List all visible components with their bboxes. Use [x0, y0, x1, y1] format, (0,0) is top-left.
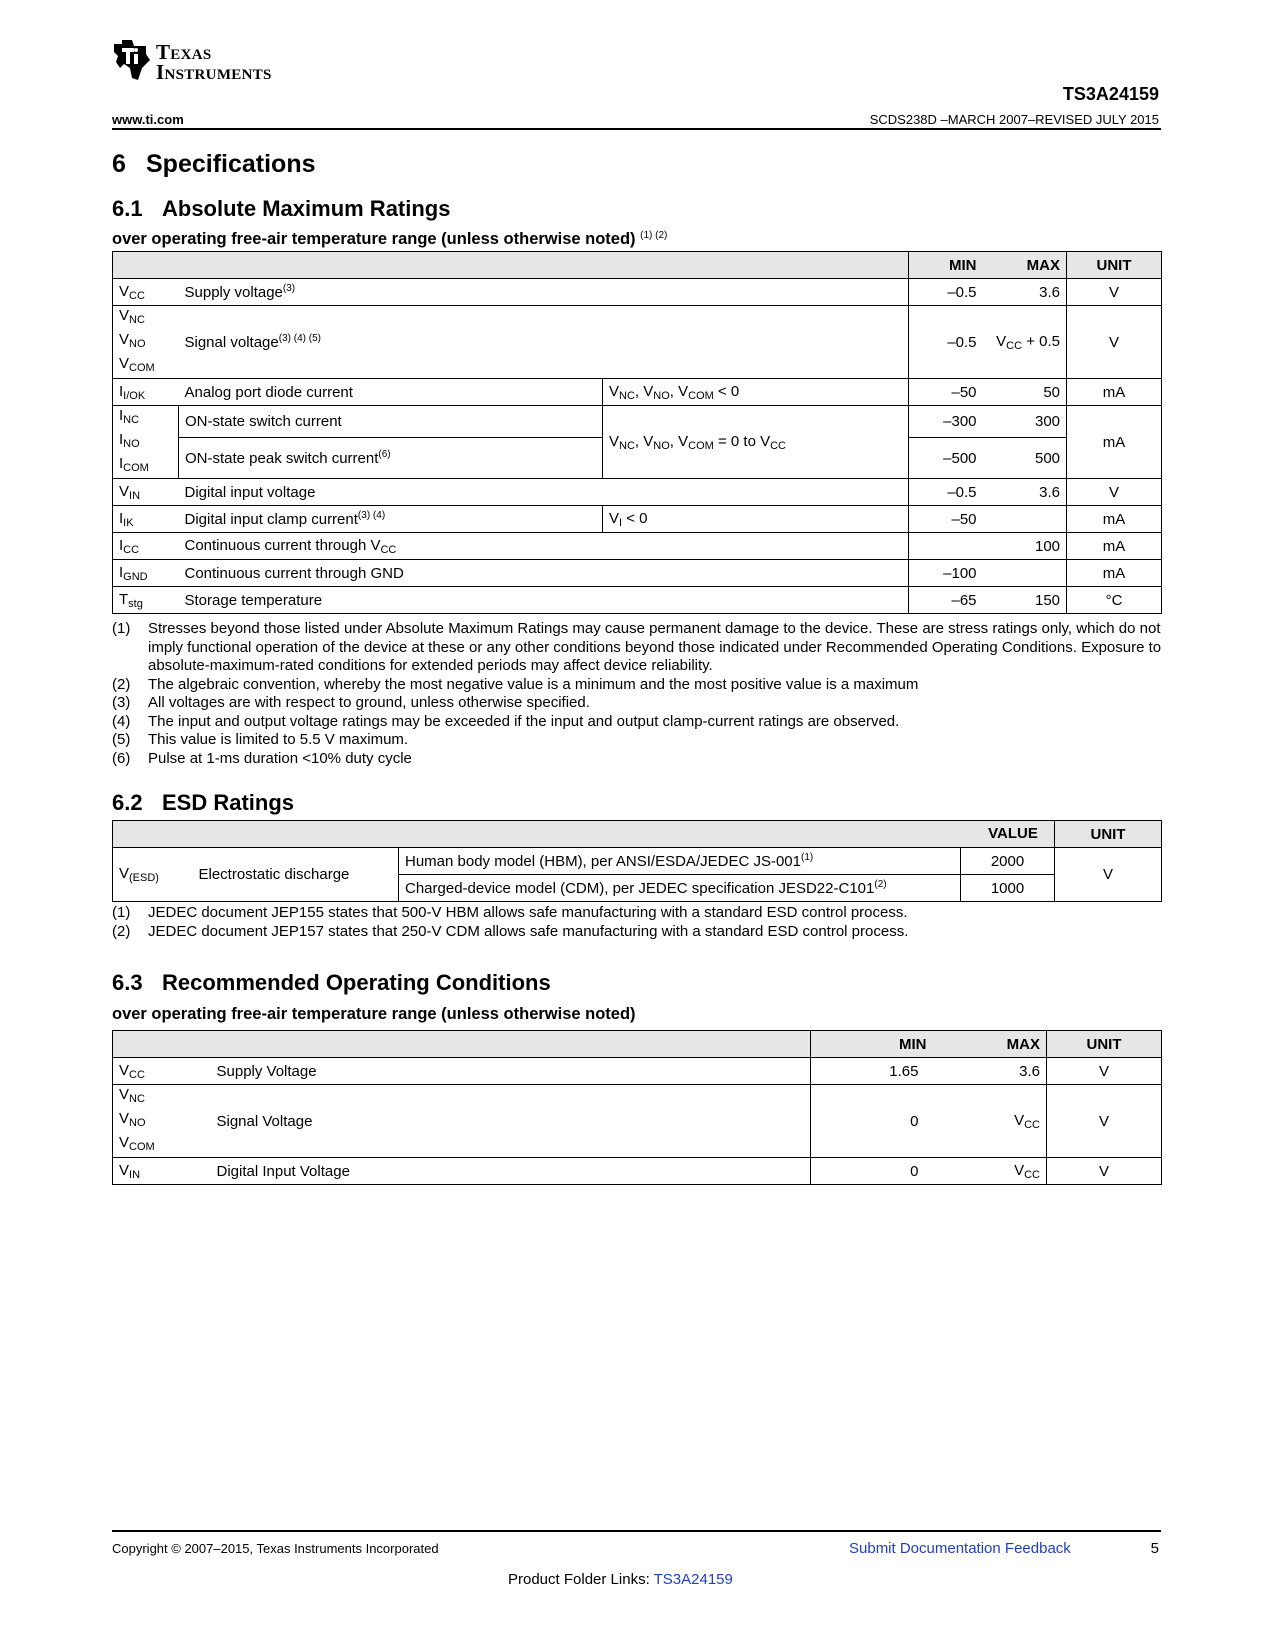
parameter: Storage temperature — [179, 587, 909, 614]
symbol: $V_{(ESD)}$ — [113, 848, 193, 902]
symbol: $V_{CC}$ — [113, 1058, 211, 1085]
min-value — [909, 533, 983, 560]
table-row — [113, 533, 1162, 560]
unit: V — [1055, 848, 1162, 902]
amr-header-max: MAX — [983, 252, 1067, 279]
page-number: 5 — [1150, 1540, 1159, 1557]
submit-feedback-link[interactable]: Submit Documentation Feedback — [849, 1540, 1071, 1557]
max-value: 50 — [983, 379, 1067, 406]
roc-title: Recommended Operating Conditions — [162, 970, 551, 995]
roc-number: 6.3 — [112, 970, 143, 995]
logo-line-1: Texas — [156, 40, 212, 64]
esd-model: Human body model (HBM), per ANSI/ESDA/JEDEC JS-001$^{(1)}$ — [399, 848, 961, 875]
section-heading — [112, 150, 316, 179]
esd-title: ESD Ratings — [162, 790, 295, 815]
parameter: Supply voltage$^{(3)}$ — [179, 279, 909, 306]
symbol: $V_{IN}$ — [113, 1158, 211, 1185]
esd-model: Charged-device model (CDM), per JEDEC specification JESD22-C101$^{(2)}$ — [399, 875, 961, 902]
parameter: ON-state switch current — [179, 406, 603, 438]
test-condition: $V_I < 0$ — [603, 506, 909, 533]
product-folder-label: Product Folder Links: — [508, 1571, 654, 1588]
esd-header-unit: UNIT — [1055, 821, 1162, 848]
copyright: Copyright © 2007–2015, Texas Instruments Incorporated — [112, 1541, 439, 1556]
esd-value: 2000 — [961, 848, 1055, 875]
table-row — [113, 379, 1162, 406]
table-row — [113, 848, 1162, 875]
max-value — [983, 560, 1067, 587]
roc-header-max: MAX — [933, 1031, 1047, 1058]
max-value: 3.6 — [983, 279, 1067, 306]
esd-header-value: VALUE — [988, 825, 1038, 842]
min-value: –50 — [909, 506, 983, 533]
max-value: 500 — [983, 438, 1067, 479]
test-condition: $V_{NC}$, $V_{NO}$, $V_{COM} = 0$ to $V_{CC}$ — [603, 406, 909, 479]
symbol: $V_{CC}$ — [113, 279, 179, 306]
table-row — [113, 306, 1162, 379]
header-rule — [112, 128, 1161, 130]
amr-heading — [112, 196, 450, 222]
unit: V — [1067, 479, 1162, 506]
table-row — [113, 1158, 1162, 1185]
max-value: 3.6 — [983, 479, 1067, 506]
esd-heading — [112, 790, 294, 816]
unit: mA — [1067, 506, 1162, 533]
amr-footnotes — [112, 620, 1163, 768]
max-value: $V_{CC}$ — [933, 1085, 1047, 1158]
table-row — [113, 1058, 1162, 1085]
roc-table — [112, 1030, 1162, 1185]
section-title: Specifications — [146, 150, 316, 178]
parameter: Signal Voltage — [211, 1085, 811, 1158]
parameter: Signal voltage$^{(3) (4) (5)}$ — [179, 306, 909, 379]
footnote: (3) All voltages are with respect to ground, unless otherwise specified. — [112, 694, 590, 711]
footer-rule — [112, 1530, 1161, 1532]
table-row — [113, 479, 1162, 506]
table-row — [113, 560, 1162, 587]
document-id: SCDS238D –MARCH 2007–REVISED JULY 2015 — [869, 112, 1159, 127]
roc-header-unit: UNIT — [1047, 1031, 1162, 1058]
symbol: $I_{NC}$ $I_{NO}$ $I_{COM}$ — [113, 406, 179, 479]
parameter: Digital input clamp current$^{(3) (4)}$ — [179, 506, 603, 533]
unit: mA — [1067, 379, 1162, 406]
roc-header-min: MIN — [811, 1031, 933, 1058]
max-value: 150 — [983, 587, 1067, 614]
table-row — [113, 587, 1162, 614]
table-row — [113, 506, 1162, 533]
part-number: TS3A24159 — [1062, 84, 1159, 104]
min-value: –50 — [909, 379, 983, 406]
min-value: –500 — [909, 438, 983, 479]
min-value: –0.5 — [909, 279, 983, 306]
min-value: –0.5 — [909, 479, 983, 506]
max-value: $V_{CC}$ — [933, 1158, 1047, 1185]
roc-header-blank — [113, 1031, 811, 1058]
symbol: $V_{IN}$ — [113, 479, 179, 506]
min-value: –65 — [909, 587, 983, 614]
section-number: 6 — [112, 150, 126, 178]
max-value: 300 — [983, 406, 1067, 438]
footnote: (2) JEDEC document JEP157 states that 250-V CDM allows safe manufacturing with a standard ESD control process. — [112, 922, 909, 940]
esd-footnotes — [112, 904, 1163, 941]
footnote: (1) Stresses beyond those listed under Absolute Maximum Ratings may cause permanent damage to the device. These are stress ratings only, which do not imply functional operation of the device at these or any other conditions beyond those indicated under Recommended Operating Conditions. Exposure to absolute-maximum-rated conditions for extended periods may affect device reliability. — [112, 620, 1162, 674]
parameter: Digital input voltage — [179, 479, 909, 506]
footnote: (5) This value is limited to 5.5 V maximum. — [112, 731, 409, 748]
unit: V — [1047, 1158, 1162, 1185]
unit: °C — [1067, 587, 1162, 614]
symbol: $I_{IK}$ — [113, 506, 179, 533]
amr-header-min: MIN — [909, 252, 983, 279]
table-row — [113, 279, 1162, 306]
esd-number: 6.2 — [112, 790, 143, 815]
min-value: 0 — [811, 1158, 933, 1185]
website-link[interactable]: www.ti.com — [112, 112, 184, 127]
test-condition: $V_{NC}$, $V_{NO}$, $V_{COM} < 0$ — [603, 379, 909, 406]
symbol: $I_{CC}$ — [113, 533, 179, 560]
min-value: –100 — [909, 560, 983, 587]
amr-table — [112, 251, 1162, 614]
footnote: (1) JEDEC document JEP155 states that 500-V HBM allows safe manufacturing with a standard ESD control process. — [112, 904, 908, 921]
esd-header-blank — [113, 821, 1055, 848]
symbol: $I_{GND}$ — [113, 560, 179, 587]
roc-heading — [112, 970, 551, 996]
amr-condition-refs: (1) (2) — [640, 230, 668, 241]
amr-number: 6.1 — [112, 196, 143, 221]
parameter: Continuous current through GND — [179, 560, 909, 587]
product-folder-links — [508, 1571, 733, 1588]
symbol: $V_{NC}$ $V_{NO}$ $V_{COM}$ — [113, 1085, 211, 1158]
unit: mA — [1067, 533, 1162, 560]
parameter: Continuous current through $V_{CC}$ — [179, 533, 909, 560]
footnote: (4) The input and output voltage ratings may be exceeded if the input and output clamp-current ratings are observed. — [112, 712, 900, 730]
symbol: $I_{I/OK}$ — [113, 379, 179, 406]
symbol: $V_{NC}$ $V_{NO}$ $V_{COM}$ — [113, 306, 179, 379]
parameter: Digital Input Voltage — [211, 1158, 811, 1185]
parameter: Analog port diode current — [179, 379, 603, 406]
max-value — [983, 506, 1067, 533]
min-value: 0 — [811, 1085, 933, 1158]
amr-title: Absolute Maximum Ratings — [162, 196, 451, 221]
roc-condition: over operating free-air temperature range (unless otherwise noted) — [112, 1005, 636, 1023]
product-folder-link[interactable]: TS3A24159 — [653, 1571, 733, 1588]
max-value: $V_{CC} + 0.5$ — [983, 306, 1067, 379]
min-value: –0.5 — [909, 306, 983, 379]
amr-header-blank — [113, 252, 909, 279]
min-value: 1.65 — [811, 1058, 933, 1085]
unit: V — [1047, 1085, 1162, 1158]
logo-line-2: Instruments — [156, 60, 272, 84]
footnote: (2) The algebraic convention, whereby the most negative value is a minimum and the most positive value is a maximum — [112, 675, 919, 693]
symbol: $T_{stg}$ — [113, 587, 179, 614]
table-row — [113, 1085, 1162, 1158]
max-value: 3.6 — [933, 1058, 1047, 1085]
ti-logo — [112, 38, 312, 84]
unit: V — [1067, 306, 1162, 379]
table-row — [113, 406, 1162, 438]
parameter: Supply Voltage — [211, 1058, 811, 1085]
unit: V — [1047, 1058, 1162, 1085]
parameter: Electrostatic discharge — [193, 848, 399, 902]
amr-header-unit: UNIT — [1067, 252, 1162, 279]
esd-value: 1000 — [961, 875, 1055, 902]
min-value: –300 — [909, 406, 983, 438]
ti-logo-icon — [112, 38, 152, 82]
footnote: (6) Pulse at 1-ms duration <10% duty cycle — [112, 749, 412, 767]
parameter: ON-state peak switch current$^{(6)}$ — [179, 438, 603, 479]
unit: mA — [1067, 560, 1162, 587]
unit: mA — [1067, 406, 1162, 479]
max-value: 100 — [983, 533, 1067, 560]
amr-condition-text: over operating free-air temperature range (unless otherwise noted) — [112, 230, 636, 248]
amr-condition — [112, 230, 667, 249]
unit: V — [1067, 279, 1162, 306]
